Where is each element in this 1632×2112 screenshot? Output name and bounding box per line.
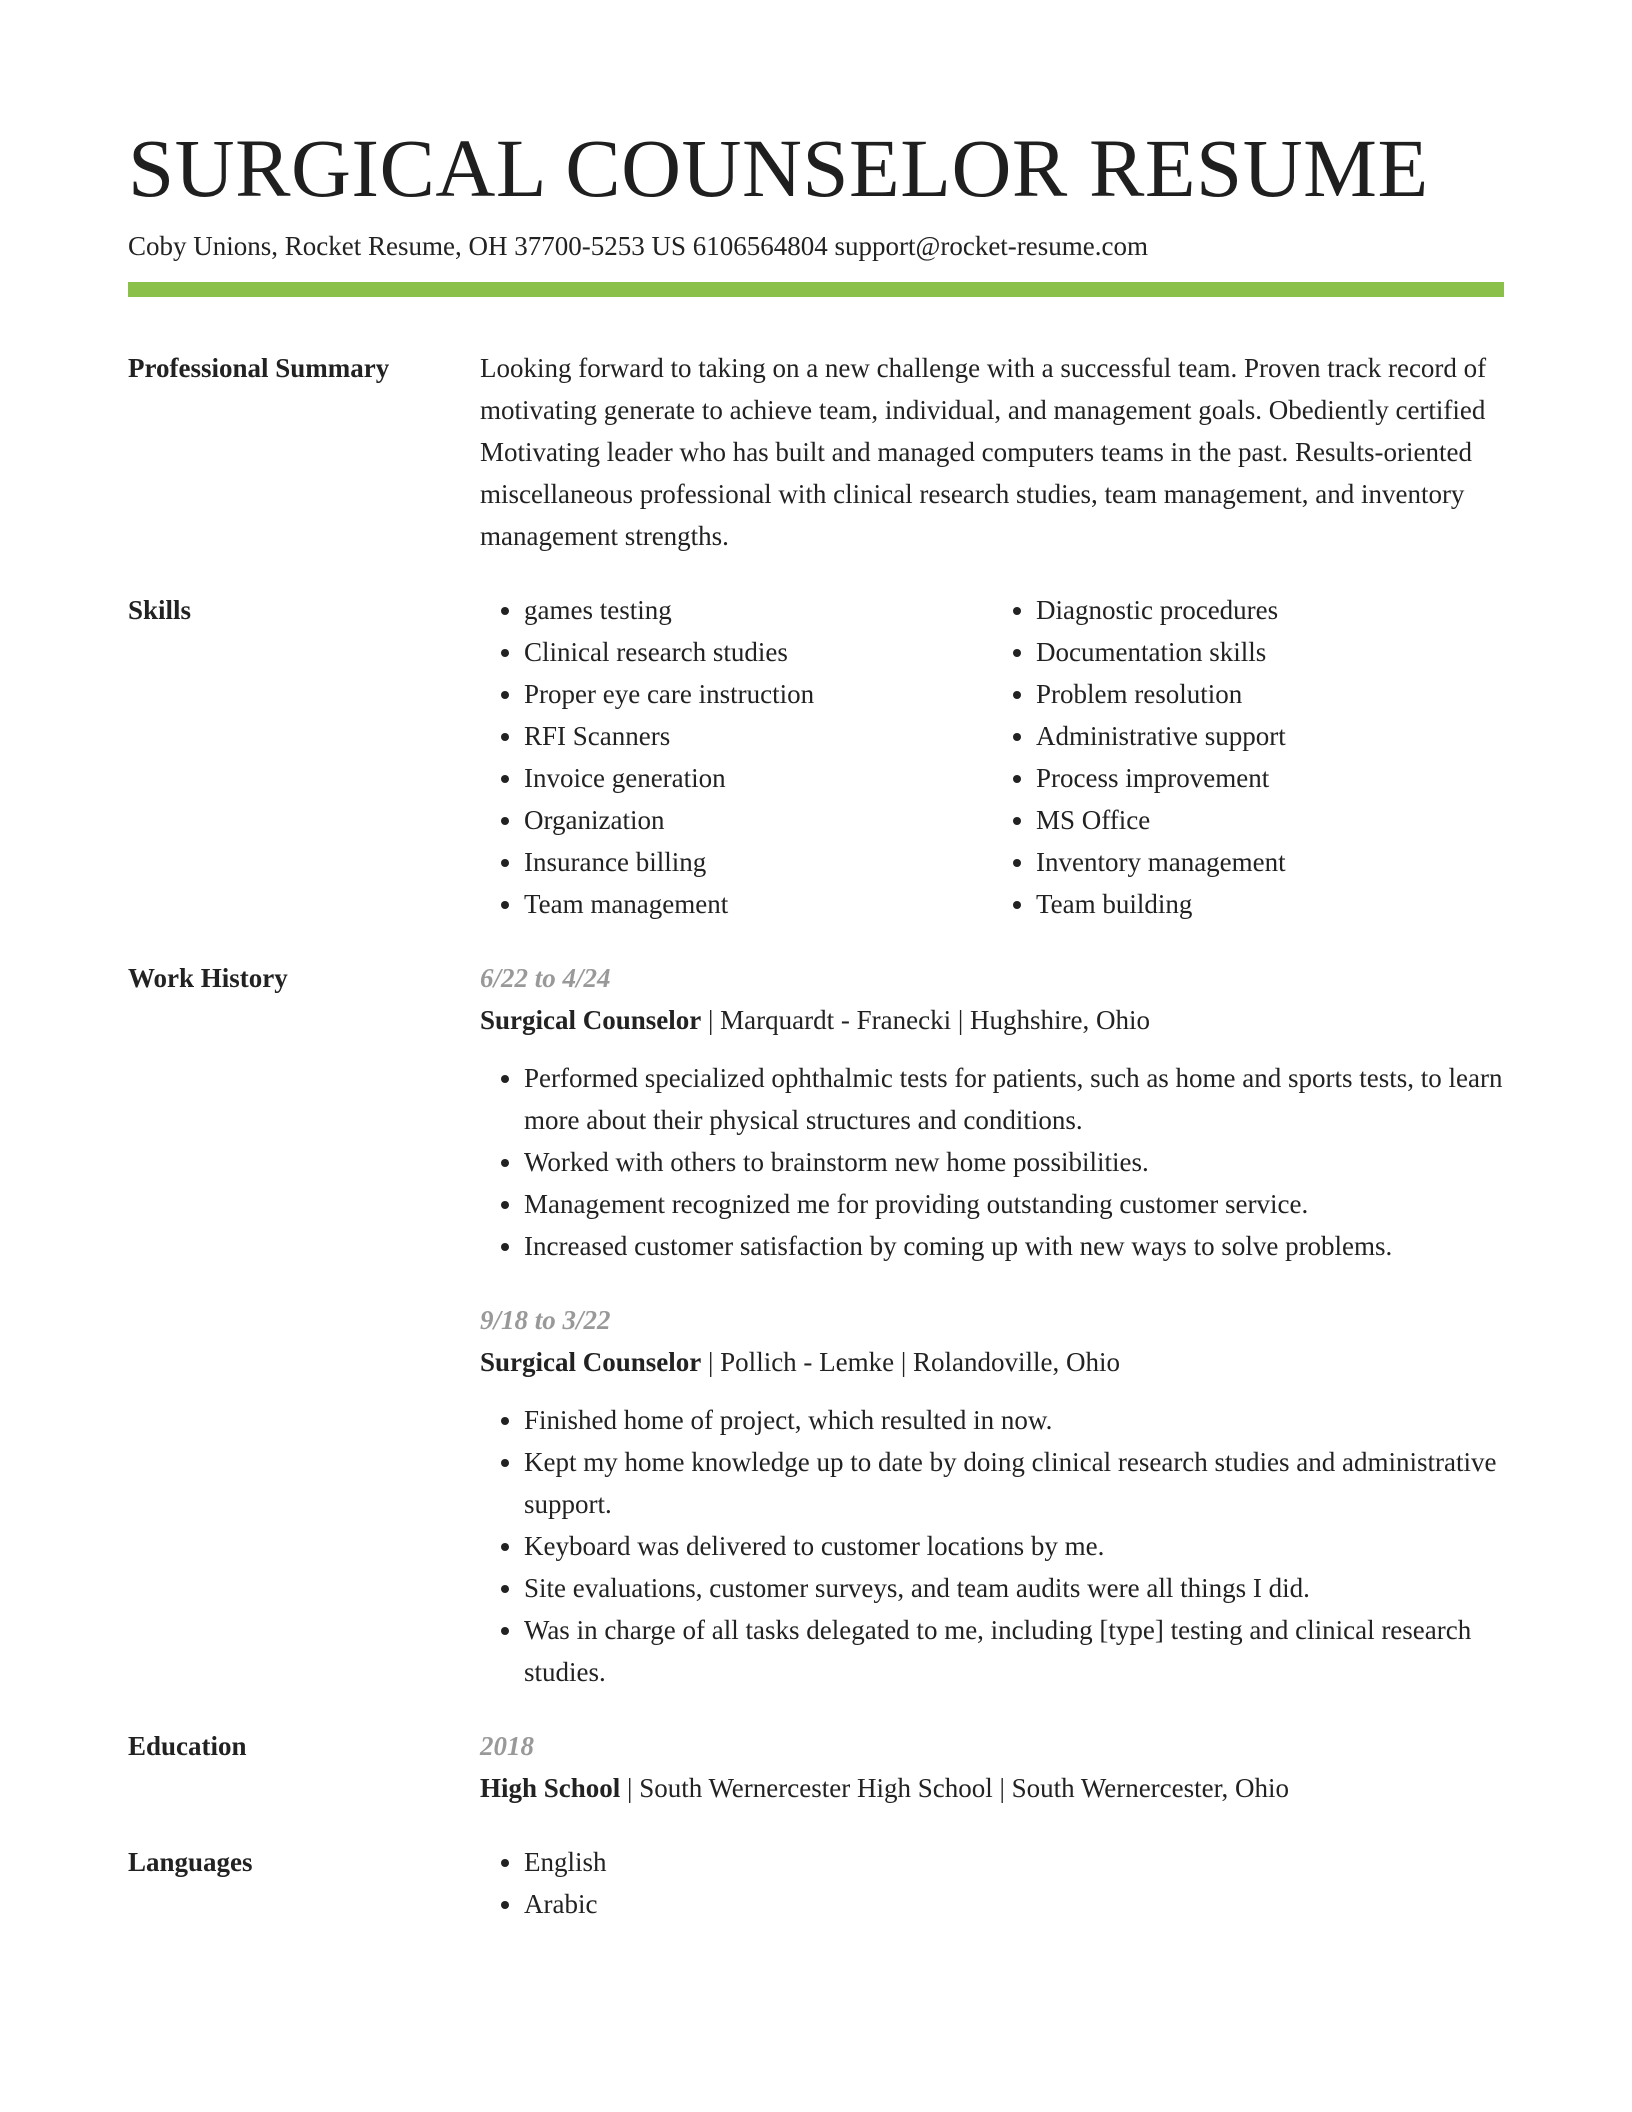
job-role: Surgical Counselor [480,1005,702,1035]
contact-line: Coby Unions, Rocket Resume, OH 37700-5253 US 6106564804 support@rocket-resume.com [128,231,1149,261]
resume-page [128,118,1504,1925]
education-school-location: | South Wernercester High School | South Wernercester, Ohio [620,1773,1290,1803]
skills-list-right [992,589,1504,925]
skill-item: • Administrative support [1036,715,1504,757]
work-history-body [480,957,1504,1693]
skill-item: • games testing [524,589,992,631]
job-entry [480,957,1504,1267]
education-body [480,1725,1504,1809]
education-degree: High School [480,1773,621,1803]
skill-item: • Team building [1036,883,1504,925]
education-year: 2018 [480,1731,534,1761]
skill-item: • Invoice generation [524,757,992,799]
job-title-line [480,999,1504,1041]
accent-divider [128,282,1504,297]
job-title-line [480,1341,1504,1383]
job-employer-location: | Marquardt - Franecki | Hughshire, Ohio [701,1005,1150,1035]
summary-section [128,347,1504,557]
section-label-skills: Skills [128,595,192,625]
job-bullet-list [480,1057,1504,1267]
job-bullet: • Finished home of project, which resulted in now. [524,1399,1504,1441]
job-role: Surgical Counselor [480,1347,702,1377]
job-bullet-list [480,1399,1504,1693]
skill-item: • Proper eye care instruction [524,673,992,715]
job-dates: 9/18 to 3/22 [480,1305,611,1335]
job-bullet: • Management recognized me for providing outstanding customer service. [524,1183,1504,1225]
languages-section [128,1841,1504,1925]
skills-columns [480,589,1504,925]
skill-item: • Insurance billing [524,841,992,883]
skill-item: • Process improvement [1036,757,1504,799]
work-history-section [128,957,1504,1693]
section-label-summary: Professional Summary [128,353,390,383]
skills-section [128,589,1504,925]
job-bullet: • Increased customer satisfaction by coming up with new ways to solve problems. [524,1225,1504,1267]
languages-body [480,1841,1504,1925]
job-employer-location: | Pollich - Lemke | Rolandoville, Ohio [701,1347,1121,1377]
job-bullet: • Was in charge of all tasks delegated to me, including [type] testing and clinical research studies. [524,1609,1504,1693]
skill-item: • Clinical research studies [524,631,992,673]
skill-item: • Problem resolution [1036,673,1504,715]
skills-list-left [480,589,992,925]
education-section [128,1725,1504,1809]
skill-item: • Diagnostic procedures [1036,589,1504,631]
section-label-work: Work History [128,963,288,993]
job-bullet: • Site evaluations, customer surveys, and team audits were all things I did. [524,1567,1504,1609]
job-bullet: • Worked with others to brainstorm new home possibilities. [524,1141,1504,1183]
job-dates: 6/22 to 4/24 [480,963,611,993]
page-title: SURGICAL COUNSELOR RESUME [128,122,1429,214]
section-label-education: Education [128,1731,247,1761]
skill-item: • MS Office [1036,799,1504,841]
skill-item: • Organization [524,799,992,841]
skill-item: • Inventory management [1036,841,1504,883]
language-item: • English [524,1841,1504,1883]
languages-list [480,1841,1504,1925]
skill-item: • RFI Scanners [524,715,992,757]
skill-item: • Team management [524,883,992,925]
job-bullet: • Performed specialized ophthalmic tests for patients, such as home and sports tests, to learn more about their physical structures and conditions. [524,1057,1504,1141]
language-item: • Arabic [524,1883,1504,1925]
job-bullet: • Keyboard was delivered to customer locations by me. [524,1525,1504,1567]
summary-text: Looking forward to taking on a new challenge with a successful team. Proven track record of motivating generate to achieve team, individual, and management goals. Obediently certified Motivating leader who has built and managed computers teams in the past. Results-oriented miscellaneous professional with clinical research studies, team management, and inventory management strengths. [480,353,1487,551]
job-entry [480,1299,1504,1693]
section-label-languages: Languages [128,1847,253,1877]
education-line [480,1767,1504,1809]
job-bullet: • Kept my home knowledge up to date by doing clinical research studies and administrative support. [524,1441,1504,1525]
skill-item: • Documentation skills [1036,631,1504,673]
